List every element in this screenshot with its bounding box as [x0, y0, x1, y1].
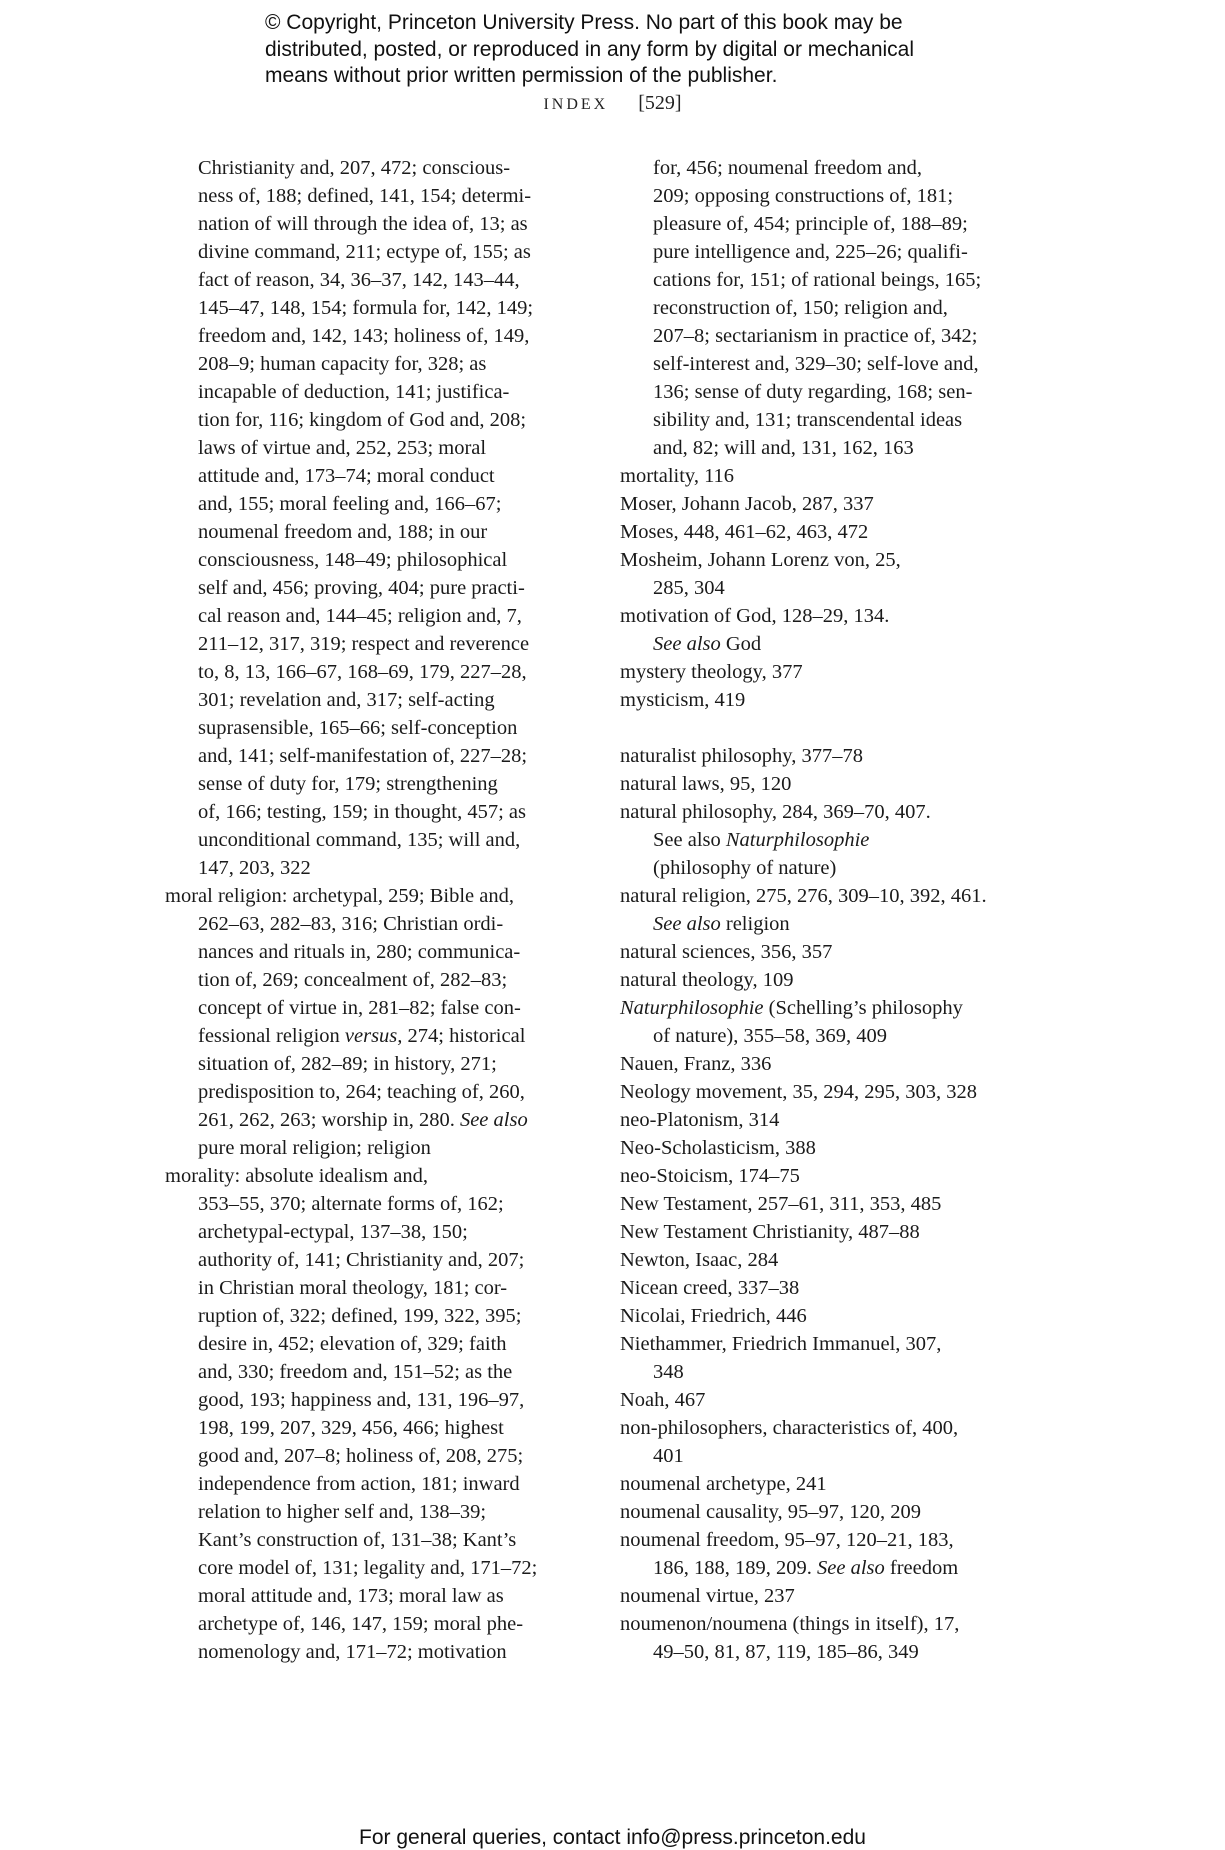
entry-text: good and, 207–8; holiness of, 208, 275; — [198, 1445, 524, 1467]
index-entry-continuation — [198, 1106, 585, 1134]
index-entry-continuation — [653, 238, 1050, 266]
index-entry-continuation — [198, 1330, 585, 1358]
entry-text: archetypal-ectypal, 137–38, 150; — [198, 1221, 468, 1243]
entry-text: and, 330; freedom and, 151–52; as the — [198, 1361, 513, 1383]
index-entry-line — [165, 882, 585, 910]
index-entry-continuation — [198, 294, 585, 322]
entry-text: Moses, 448, 461–62, 463, 472 — [620, 521, 869, 543]
index-entry-continuation — [198, 154, 585, 182]
entry-text-after: freedom — [884, 1557, 959, 1579]
entry-text: reconstruction of, 150; religion and, — [653, 297, 948, 319]
entry-text: tion of, 269; concealment of, 282–83; — [198, 969, 508, 991]
entry-text: 401 — [653, 1445, 684, 1467]
index-entry-line — [620, 546, 1050, 574]
entry-text: 301; revelation and, 317; self-acting — [198, 689, 495, 711]
page-number: [529] — [638, 92, 682, 114]
index-entry-continuation — [198, 1274, 585, 1302]
index-entry-continuation — [198, 686, 585, 714]
index-entry-continuation — [198, 1442, 585, 1470]
index-entry-continuation — [198, 518, 585, 546]
index-entry-continuation — [198, 182, 585, 210]
index-entry-line — [620, 686, 1050, 714]
entry-text: noumenal causality, 95–97, 120, 209 — [620, 1501, 921, 1523]
index-entry-line — [620, 462, 1050, 490]
entry-text: 207–8; sectarianism in practice of, 342; — [653, 325, 978, 347]
entry-text: core model of, 131; legality and, 171–72; — [198, 1557, 538, 1579]
entry-text: 261, 262, 263; worship in, 280. — [198, 1109, 460, 1131]
index-entry-continuation — [653, 378, 1050, 406]
index-entry-continuation — [198, 1302, 585, 1330]
entry-italic-text: See also — [653, 913, 721, 935]
index-entry-continuation — [198, 378, 585, 406]
entry-text: Niethammer, Friedrich Immanuel, 307, — [620, 1333, 942, 1355]
index-entry-continuation — [653, 1442, 1050, 1470]
entry-text-after: (Schelling’s philosophy — [763, 997, 963, 1019]
index-entry-line — [620, 1330, 1050, 1358]
entry-italic-text: Naturphilosophie — [620, 997, 764, 1019]
index-entry-continuation — [198, 1190, 585, 1218]
copyright-notice — [265, 10, 1025, 90]
entry-text: Moser, Johann Jacob, 287, 337 — [620, 493, 874, 515]
index-entry-line — [165, 1162, 585, 1190]
index-entry-line — [620, 490, 1050, 518]
entry-text: New Testament Christianity, 487–88 — [620, 1221, 920, 1243]
index-entry-continuation — [653, 630, 1050, 658]
index-entry-continuation — [653, 1022, 1050, 1050]
index-entry-line — [620, 1162, 1050, 1190]
index-entry-continuation — [653, 210, 1050, 238]
index-entry-continuation — [198, 1470, 585, 1498]
index-entry-continuation — [198, 826, 585, 854]
index-entry-continuation — [198, 434, 585, 462]
entry-text: independence from action, 181; inward — [198, 1473, 520, 1495]
entry-text: 285, 304 — [653, 577, 725, 599]
entry-text: pure intelligence and, 225–26; qualifi- — [653, 241, 968, 263]
index-entry-continuation — [198, 490, 585, 518]
index-entry-continuation — [653, 1554, 1050, 1582]
entry-text: archetype of, 146, 147, 159; moral phe- — [198, 1613, 524, 1635]
index-entry-line — [620, 1190, 1050, 1218]
entry-text: and, 141; self-manifestation of, 227–28; — [198, 745, 528, 767]
entry-text: neo-Platonism, 314 — [620, 1109, 780, 1131]
index-entry-line — [620, 1386, 1050, 1414]
entry-text: Noah, 467 — [620, 1389, 706, 1411]
entry-text: tion for, 116; kingdom of God and, 208; — [198, 409, 527, 431]
entry-text: fessional religion — [198, 1025, 345, 1047]
index-entry-line — [620, 658, 1050, 686]
index-entry-continuation — [198, 658, 585, 686]
index-entry-continuation — [653, 1358, 1050, 1386]
index-entry-continuation — [653, 294, 1050, 322]
entry-text: of, 166; testing, 159; in thought, 457; as — [198, 801, 526, 823]
entry-italic-text: versus, — [344, 1025, 403, 1047]
index-entry-line — [620, 518, 1050, 546]
entry-text: 209; opposing constructions of, 181; — [653, 185, 954, 207]
entry-text: pleasure of, 454; principle of, 188–89; — [653, 213, 968, 235]
index-entry-continuation — [198, 1246, 585, 1274]
entry-text: 147, 203, 322 — [198, 857, 311, 879]
index-entry-continuation — [198, 1582, 585, 1610]
index-entry-continuation — [198, 1050, 585, 1078]
entry-text: Kant’s construction of, 131–38; Kant’s — [198, 1529, 517, 1551]
entry-text: 208–9; human capacity for, 328; as — [198, 353, 487, 375]
index-column-right — [620, 154, 1050, 1666]
index-entry-continuation — [198, 742, 585, 770]
entry-text: non-philosophers, characteristics of, 400, — [620, 1417, 959, 1439]
entry-text: New Testament, 257–61, 311, 353, 485 — [620, 1193, 942, 1215]
index-entry-continuation — [198, 406, 585, 434]
index-entry-continuation — [198, 714, 585, 742]
entry-italic-text: See also — [817, 1557, 885, 1579]
entry-text: 348 — [653, 1361, 684, 1383]
entry-text: self and, 456; proving, 404; pure practi- — [198, 577, 525, 599]
copyright-line: distributed, posted, or reproduced in any form by digital or mechanical — [265, 37, 915, 61]
entry-text: 49–50, 81, 87, 119, 185–86, 349 — [653, 1641, 919, 1663]
index-entry-continuation — [653, 182, 1050, 210]
index-entry-continuation — [198, 938, 585, 966]
entry-text: 262–63, 282–83, 316; Christian ordi- — [198, 913, 504, 935]
entry-text: Nicolai, Friedrich, 446 — [620, 1305, 807, 1327]
entry-text: 145–47, 148, 154; formula for, 142, 149; — [198, 297, 534, 319]
index-entry-line — [620, 1582, 1050, 1610]
entry-text: nation of will through the idea of, 13; as — [198, 213, 528, 235]
entry-text: natural sciences, 356, 357 — [620, 941, 833, 963]
entry-text: moral religion: archetypal, 259; Bible and, — [165, 885, 514, 907]
entry-text: noumenal virtue, 237 — [620, 1585, 795, 1607]
entry-text: consciousness, 148–49; philosophical — [198, 549, 508, 571]
section-label: INDEX — [543, 96, 609, 113]
entry-text: situation of, 282–89; in history, 271; — [198, 1053, 497, 1075]
entry-text: 211–12, 317, 319; respect and reverence — [198, 633, 530, 655]
entry-text: 136; sense of duty regarding, 168; sen- — [653, 381, 973, 403]
index-entry-continuation — [198, 854, 585, 882]
entry-text: laws of virtue and, 252, 253; moral — [198, 437, 487, 459]
index-column-left — [165, 154, 585, 1666]
entry-text: noumenal freedom, 95–97, 120–21, 183, — [620, 1529, 954, 1551]
index-entry-continuation — [198, 350, 585, 378]
index-entry-line — [620, 882, 1050, 910]
index-entry-continuation — [653, 350, 1050, 378]
index-entry-continuation — [198, 210, 585, 238]
index-entry-continuation — [198, 574, 585, 602]
index-entry-continuation — [653, 910, 1050, 938]
entry-text: motivation of God, 128–29, 134. — [620, 605, 890, 627]
entry-italic-text: See also — [653, 633, 721, 655]
running-head — [0, 92, 1225, 115]
index-entry-continuation — [198, 1022, 585, 1050]
copyright-line: © Copyright, Princeton University Press. No part of this book may be — [265, 11, 903, 34]
index-entry-continuation — [198, 1638, 585, 1666]
index-entry-continuation — [198, 546, 585, 574]
entry-text: natural theology, 109 — [620, 969, 794, 991]
entry-text: 186, 188, 189, 209. — [653, 1557, 817, 1579]
index-entry-continuation — [198, 1526, 585, 1554]
entry-text: unconditional command, 135; will and, — [198, 829, 521, 851]
entry-text: ruption of, 322; defined, 199, 322, 395; — [198, 1305, 522, 1327]
entry-text: authority of, 141; Christianity and, 207; — [198, 1249, 525, 1271]
entry-text: of nature), 355–58, 369, 409 — [653, 1025, 887, 1047]
entry-text: mystery theology, 377 — [620, 661, 803, 683]
index-entry-continuation — [653, 434, 1050, 462]
entry-text: morality: absolute idealism and, — [165, 1165, 429, 1187]
index-entry-line — [620, 1498, 1050, 1526]
entry-text: nances and rituals in, 280; communica- — [198, 941, 521, 963]
index-entry-continuation — [653, 1638, 1050, 1666]
index-entry-continuation — [653, 574, 1050, 602]
entry-text: and, 82; will and, 131, 162, 163 — [653, 437, 914, 459]
copyright-line: means without prior written permission of the publisher. — [265, 64, 778, 87]
entry-text: self-interest and, 329–30; self-love and, — [653, 353, 979, 375]
index-entry-continuation — [198, 1078, 585, 1106]
entry-text: noumenon/noumena (things in itself), 17, — [620, 1613, 960, 1635]
entry-text: mortality, 116 — [620, 465, 735, 487]
index-entry-line — [620, 798, 1050, 826]
entry-text: ness of, 188; defined, 141, 154; determi- — [198, 185, 532, 207]
index-entry-line — [620, 1134, 1050, 1162]
index-entry-line — [620, 1218, 1050, 1246]
entry-text: cal reason and, 144–45; religion and, 7, — [198, 605, 522, 627]
index-entry-line — [620, 1050, 1050, 1078]
index-entry-line — [620, 1106, 1050, 1134]
index-entry-continuation — [198, 266, 585, 294]
index-entry-continuation — [198, 1414, 585, 1442]
entry-text: See also — [653, 829, 726, 851]
entry-text: natural laws, 95, 120 — [620, 773, 792, 795]
index-entry-continuation — [198, 1554, 585, 1582]
entry-group-gap — [620, 714, 1050, 742]
entry-text: (philosophy of nature) — [653, 857, 837, 879]
index-entry-continuation — [198, 1610, 585, 1638]
index-entry-line — [620, 994, 1050, 1022]
index-entry-line — [620, 1610, 1050, 1638]
index-entry-continuation — [198, 322, 585, 350]
index-entry-line — [620, 1302, 1050, 1330]
entry-italic-text: Naturphilosophie — [725, 829, 870, 851]
index-entry-continuation — [198, 966, 585, 994]
entry-text: 198, 199, 207, 329, 456, 466; highest — [198, 1417, 504, 1439]
entry-text: Nauen, Franz, 336 — [620, 1053, 772, 1075]
entry-text-after: religion — [720, 913, 790, 935]
entry-text: 353–55, 370; alternate forms of, 162; — [198, 1193, 504, 1215]
index-entry-continuation — [653, 266, 1050, 294]
entry-text: natural philosophy, 284, 369–70, 407. — [620, 801, 931, 823]
entry-text: sense of duty for, 179; strengthening — [198, 773, 498, 795]
entry-text: mysticism, 419 — [620, 689, 746, 711]
index-entry-continuation — [198, 798, 585, 826]
entry-text: cations for, 151; of rational beings, 165; — [653, 269, 982, 291]
index-entry-continuation — [198, 630, 585, 658]
index-entry-continuation — [653, 406, 1050, 434]
entry-text: attitude and, 173–74; moral conduct — [198, 465, 495, 487]
index-entry-continuation — [653, 854, 1050, 882]
entry-text: divine command, 211; ectype of, 155; as — [198, 241, 531, 263]
entry-text: in Christian moral theology, 181; cor- — [198, 1277, 508, 1299]
entry-text: desire in, 452; elevation of, 329; faith — [198, 1333, 507, 1355]
entry-text: freedom and, 142, 143; holiness of, 149, — [198, 325, 530, 347]
index-entry-line — [620, 1246, 1050, 1274]
index-entry-line — [620, 602, 1050, 630]
index-entry-line — [620, 742, 1050, 770]
entry-text-after: God — [720, 633, 762, 655]
entry-text: Nicean creed, 337–38 — [620, 1277, 800, 1299]
entry-text: Neo-Scholasticism, 388 — [620, 1137, 816, 1159]
index-entry-continuation — [198, 1386, 585, 1414]
entry-text: Mosheim, Johann Lorenz von, 25, — [620, 549, 901, 571]
index-entry-line — [620, 770, 1050, 798]
entry-text: noumenal archetype, 241 — [620, 1473, 827, 1495]
entry-text-after: 274; historical — [402, 1025, 526, 1047]
entry-text: for, 456; noumenal freedom and, — [653, 157, 923, 179]
entry-text: to, 8, 13, 166–67, 168–69, 179, 227–28, — [198, 661, 527, 683]
entry-text: pure moral religion; religion — [198, 1137, 431, 1159]
index-entry-continuation — [653, 322, 1050, 350]
index-entry-line — [620, 966, 1050, 994]
entry-text: nomenology and, 171–72; motivation — [198, 1641, 507, 1663]
entry-text: relation to higher self and, 138–39; — [198, 1501, 487, 1523]
entry-text: natural religion, 275, 276, 309–10, 392, 461. — [620, 885, 987, 907]
index-entry-line — [620, 1414, 1050, 1442]
index-entry-line — [620, 1470, 1050, 1498]
entry-text: sibility and, 131; transcendental ideas — [653, 409, 963, 431]
entry-text: and, 155; moral feeling and, 166–67; — [198, 493, 502, 515]
index-entry-continuation — [198, 910, 585, 938]
entry-italic-text: See also — [459, 1109, 528, 1131]
index-entry-continuation — [198, 1218, 585, 1246]
entry-text: Neology movement, 35, 294, 295, 303, 328 — [620, 1081, 978, 1103]
entry-text: predisposition to, 264; teaching of, 260, — [198, 1081, 525, 1103]
entry-text: noumenal freedom and, 188; in our — [198, 521, 488, 543]
index-entry-continuation — [198, 994, 585, 1022]
entry-text: Newton, Isaac, 284 — [620, 1249, 779, 1271]
index-entry-line — [620, 1078, 1050, 1106]
index-entry-continuation — [198, 462, 585, 490]
index-entry-continuation — [198, 238, 585, 266]
entry-text: fact of reason, 34, 36–37, 142, 143–44, — [198, 269, 520, 291]
index-entry-continuation — [198, 1498, 585, 1526]
footer-contact: For general queries, contact info@press.princeton.edu — [359, 1826, 866, 1849]
index-entry-line — [620, 1526, 1050, 1554]
entry-text: naturalist philosophy, 377–78 — [620, 745, 863, 767]
index-entry-continuation — [198, 1134, 585, 1162]
index-entry-continuation — [198, 1358, 585, 1386]
index-entry-continuation — [653, 826, 1050, 854]
index-entry-continuation — [653, 154, 1050, 182]
index-entry-continuation — [198, 602, 585, 630]
index-entry-continuation — [198, 770, 585, 798]
index-entry-line — [620, 1274, 1050, 1302]
entry-text: incapable of deduction, 141; justifica- — [198, 381, 510, 403]
entry-text: neo-Stoicism, 174–75 — [620, 1165, 800, 1187]
entry-text: concept of virtue in, 281–82; false con- — [198, 997, 521, 1019]
entry-text: moral attitude and, 173; moral law as — [198, 1585, 504, 1607]
entry-text: suprasensible, 165–66; self-conception — [198, 717, 518, 739]
index-entry-line — [620, 938, 1050, 966]
entry-text: good, 193; happiness and, 131, 196–97, — [198, 1389, 525, 1411]
entry-text: Christianity and, 207, 472; conscious- — [198, 157, 511, 179]
